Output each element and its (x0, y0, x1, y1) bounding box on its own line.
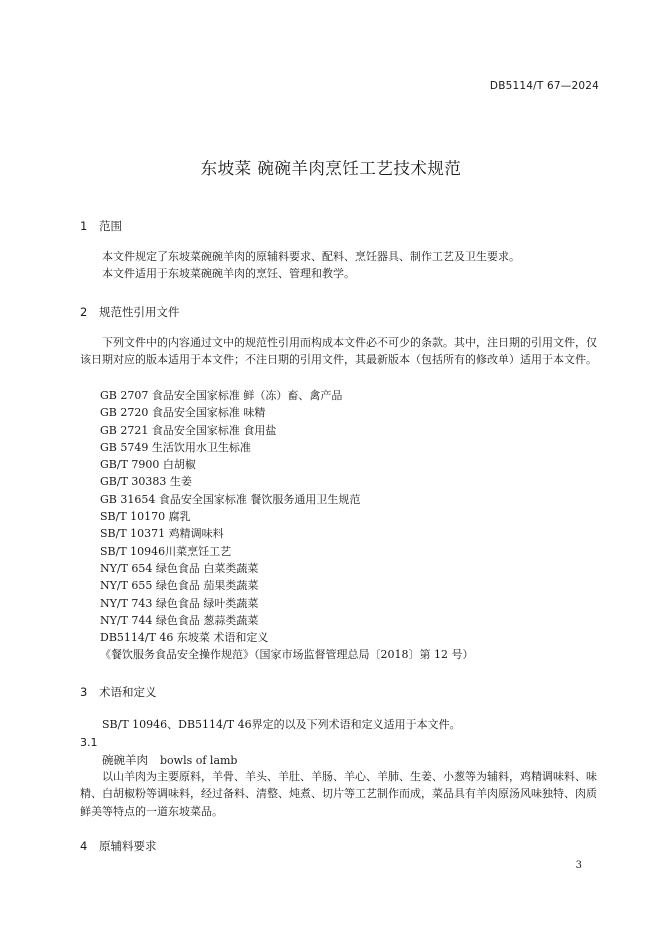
document-number: DB5114/T 67—2024 (489, 80, 599, 92)
scope-paragraph-1: 本文件规定了东坡菜碗碗羊肉的原辅料要求、配料、烹饪器具、制作工艺及卫生要求。 (102, 250, 520, 263)
section-number: 4 (80, 839, 88, 853)
normative-references-intro: 下列文件中的内容通过文中的规范性引用而构成本文件必不可少的条款。其中，注日期的引用文件，仅该日期对应的版本适用于本文件；不注日期的引用文件，其最新版本（包括所有的修改单）适用于本文件。 (80, 336, 597, 367)
reference-item: GB/T 30383 生姜 (100, 475, 192, 489)
section-1-heading (80, 218, 122, 234)
reference-item: NY/T 744 绿色食品 葱蒜类蔬菜 (100, 613, 259, 627)
section-number: 2 (80, 305, 88, 319)
section-title: 范围 (99, 219, 122, 233)
reference-item: DB5114/T 46 东坡菜 术语和定义 (100, 631, 269, 645)
reference-item: SB/T 10170 腐乳 (100, 510, 191, 524)
section-2-heading (80, 304, 180, 320)
section-number: 3 (80, 685, 88, 699)
reference-item: NY/T 655 绿色食品 茄果类蔬菜 (100, 579, 259, 593)
reference-item: 《餐饮服务食品安全操作规范》（国家市场监督管理总局〔2018〕第 12 号） (100, 648, 474, 662)
reference-item: GB 31654 食品安全国家标准 餐饮服务通用卫生规范 (100, 492, 361, 506)
section-3-heading (80, 684, 157, 700)
terms-intro: SB/T 10946、DB5114/T 46界定的以及下列术语和定义适用于本文件。 (102, 718, 461, 731)
reference-item: GB 5749 生活饮用水卫生标准 (100, 440, 251, 454)
section-4-heading (80, 838, 157, 854)
section-number: 1 (80, 219, 88, 233)
reference-item: SB/T 10946川菜烹饪工艺 (100, 544, 232, 558)
reference-item: GB 2707 食品安全国家标准 鲜（冻）畜、禽产品 (100, 389, 343, 402)
reference-item: NY/T 743 绿色食品 绿叶类蔬菜 (100, 596, 259, 610)
reference-item: GB 2720 食品安全国家标准 味精 (100, 406, 266, 420)
reference-item: NY/T 654 绿色食品 白菜类蔬菜 (100, 561, 259, 575)
term-definition: 以山羊肉为主要原料，羊骨、羊头、羊肚、羊肠、羊心、羊肺、生姜、小葱等为辅料，鸡精调味料、味精、白胡椒粉等调味料，经过备料、清整、炖煮、切片等工艺制作而成，菜品具有羊肉原汤风味独特、肉质鲜美等特点的一道东坡菜品。 (80, 770, 597, 818)
term-entry (102, 752, 237, 768)
document-title: 东坡菜 碗碗羊肉烹饪工艺技术规范 (200, 159, 462, 178)
page-number: 3 (575, 860, 582, 871)
term-number: 3.1 (80, 736, 98, 749)
section-title: 规范性引用文件 (99, 305, 180, 319)
reference-list (100, 387, 473, 664)
reference-item: GB 2721 食品安全国家标准 食用盐 (100, 423, 277, 437)
term-chinese: 碗碗羊肉 (102, 753, 148, 767)
scope-paragraph-2: 本文件适用于东坡菜碗碗羊肉的烹饪、管理和教学。 (102, 267, 355, 280)
term-english: bowls of lamb (160, 754, 238, 767)
section-title: 术语和定义 (99, 685, 157, 699)
section-title: 原辅料要求 (99, 839, 157, 853)
reference-item: GB/T 7900 白胡椒 (100, 458, 196, 472)
reference-item: SB/T 10371 鸡精调味料 (100, 527, 224, 541)
